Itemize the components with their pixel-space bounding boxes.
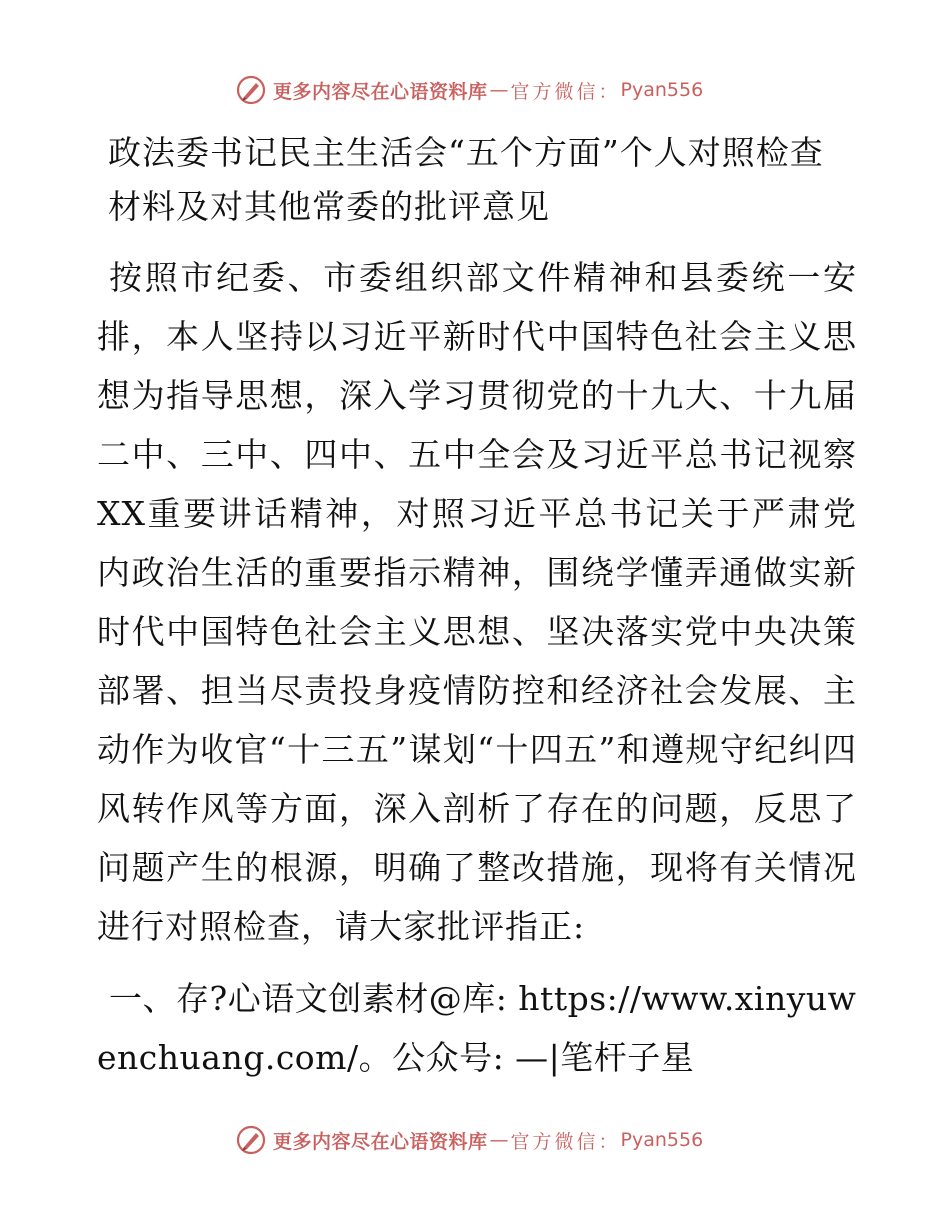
section-heading: 一、存?心语文创素材@库: https://www.xinyuwenchuang.com/。公众号: —|笔杆子星 [97,979,857,1077]
watermark-label: 官方微信： [510,1130,621,1153]
body-paragraph: 按照市纪委、市委组织部文件精神和县委统一安排，本人坚持以习近平新时代中国特色社会主义思想为指导思想，深入学习贯彻党的十九大、十九届二中、三中、四中、五中全会及习近平总书记视察XX重要讲话精神，对照习近平总书记关于严肃党内政治生活的重要指示精神，围绕学懂弄通做实新时代中国特色社会主义思想、坚决落实党中央决策部署、担当尽责投身疫情防控和经济社会发展、主动作为收官“十三五”谋划“十四五”和遵规守纪纠四风转作风等方面，深入剖析了存在的问题，反思了问题产生的根源，明确了整改措施，现将有关情况进行对照检查，请大家批评指正: [97,258,857,946]
pen-circle-icon [235,74,267,106]
watermark-account: Pyan556 [620,79,704,101]
watermark-account: Pyan556 [620,1129,704,1151]
watermark-separator: — [489,79,509,101]
watermark-separator: — [489,1129,509,1151]
watermark-header [235,72,703,108]
watermark-brand: 更多内容尽在心语资料库 [273,80,488,103]
pen-circle-icon [235,1124,267,1156]
document-title: 政法委书记民主生活会“五个方面”个人对照检查材料及对其他常委的批评意见 [108,133,824,226]
watermark-footer [235,1122,703,1158]
watermark-label: 官方微信： [510,80,621,103]
watermark-brand: 更多内容尽在心语资料库 [273,1130,488,1153]
